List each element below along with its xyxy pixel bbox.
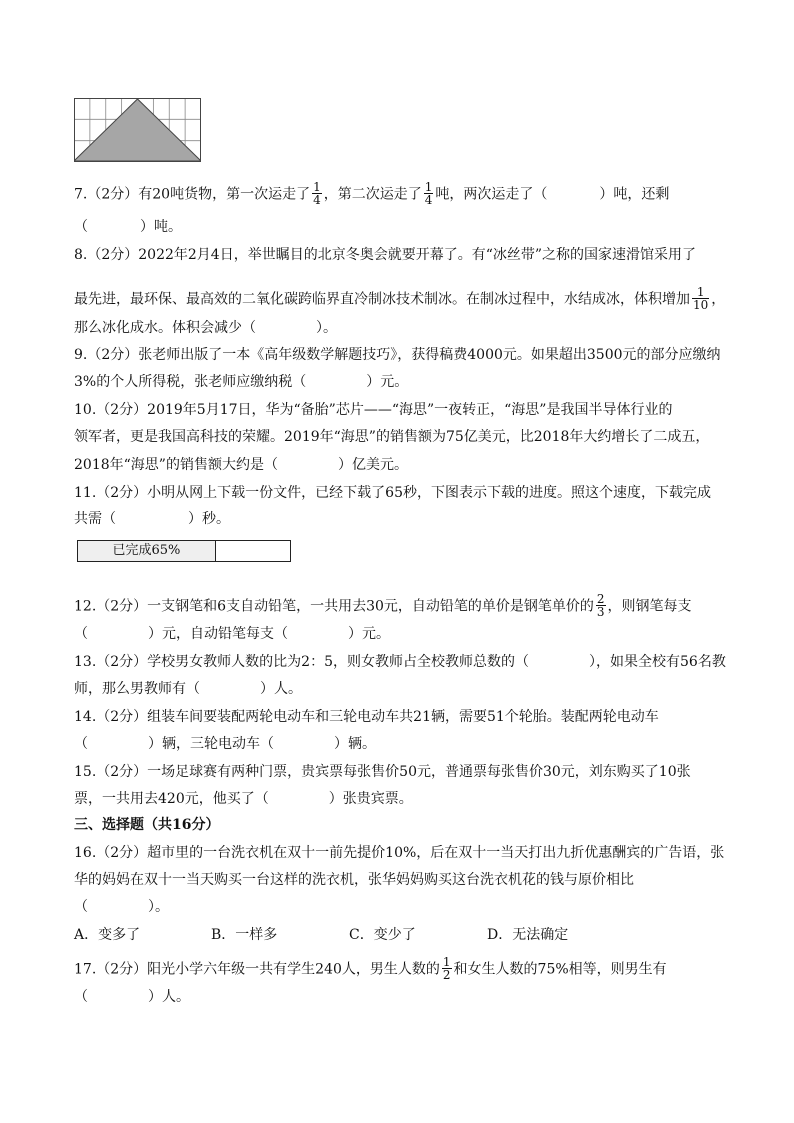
q13-line1: 13.（2分）学校男女教师人数的比为2：5，则女教师占全校教师总数的（ ），如果全校有56名教 <box>74 654 726 670</box>
q16-option-c[interactable]: C．变少了 <box>349 927 416 943</box>
q10-line2: 领军者，更是我国高科技的荣耀。2019年“海思”的销售额为75亿美元，比2018年大约增长了二成五， <box>74 429 710 445</box>
q8-line1: 8.（2分）2022年2月4日，举世瞩目的北京冬奥会就要开幕了。有“冰丝带”之称的国家速滑馆采用了 <box>74 247 697 263</box>
q16-options <box>74 925 714 945</box>
q16-line3: （ ）。 <box>74 899 169 915</box>
q12-line2: （ ）元，自动铅笔每支（ ）元。 <box>74 626 390 642</box>
q16-option-d[interactable]: D．无法确定 <box>487 927 569 943</box>
q17-line2: （ ）人。 <box>74 989 190 1005</box>
q11-line1: 11.（2分）小明从网上下载一份文件，已经下载了65秒，下图表示下载的进度。照这个速度，下载完成 <box>74 485 711 501</box>
download-progress-bar <box>77 540 291 562</box>
q16-option-b[interactable]: B．一样多 <box>211 927 278 943</box>
q7-line2: （ ）吨。 <box>74 219 182 235</box>
q16-line2: 华的妈妈在双十一当天购买一台这样的洗衣机，张华妈妈购买这台洗衣机花的钱与原价相比 <box>74 872 634 888</box>
q10-line3: 2018年“海思”的销售额大约是（ ）亿美元。 <box>74 457 408 473</box>
q8-fraction: $\frac{1}{10}$ <box>693 285 709 312</box>
q8-line2: 最先进，最环保、最高效的二氧化碳跨临界直冷制冰技术制冰。在制冰过程中，水结成冰，体积增加 $\frac{1}{10}$ ， <box>74 285 726 312</box>
triangle-shape <box>74 99 201 161</box>
q10-line1: 10.（2分）2019年5月17日，华为“备胎”芯片——“海思”一夜转正，“海思”是我国半导体行业的 <box>74 402 673 418</box>
q12-fraction: $\frac{2}{3}$ <box>596 592 605 619</box>
q13-line2: 师，那么男教师有（ ）人。 <box>74 681 302 697</box>
q9-line2: 3%的个人所得税，张老师应缴纳税（ ）元。 <box>74 374 409 390</box>
q15-line2: 票，一共用去420元，他买了（ ）张贵宾票。 <box>74 791 413 807</box>
progress-fill <box>78 541 216 561</box>
q6-grid-figure <box>74 98 201 162</box>
q16-line1: 16.（2分）超市里的一台洗衣机在双十一前先提价10%，后在双十一当天打出九折优惠酬宾的广告语，张 <box>74 845 725 861</box>
q7-fraction-1: $\frac{1}{4}$ <box>313 180 321 207</box>
q17-line1: 17.（2分）阳光小学六年级一共有学生240人，男生人数的 $\frac{1}{2}$ 和女生人数的75%相等，则男生有 <box>74 955 667 982</box>
q14-line2: （ ）辆，三轮电动车（ ）辆。 <box>74 736 376 752</box>
q7-fraction-2: $\frac{1}{4}$ <box>424 180 433 207</box>
q9-line1: 9.（2分）张老师出版了一本《高年级数学解题技巧》，获得稿费4000元。如果超出3500元的部分应缴纳 <box>74 347 721 363</box>
progress-label: 已完成65% <box>112 543 181 558</box>
q7-line1: 7.（2分）有20吨货物，第一次运走了 $\frac{1}{4}$ ，第二次运走了 $\frac{1}{4}$ 吨，两次运走了（ ）吨，还剩 <box>74 180 670 207</box>
q8-line3: 那么冰化成水。体积会减少（ ）。 <box>74 320 337 336</box>
q16-option-a[interactable]: A．变多了 <box>74 927 141 943</box>
q12-line1: 12.（2分）一支钢笔和6支自动铅笔，一共用去30元，自动铅笔的单价是钢笔单价的 $\frac{2}{3}$ ，则钢笔每支 <box>74 592 692 619</box>
section-title: 三、选择题（共16分） <box>74 817 220 833</box>
q11-line2: 共需（ ）秒。 <box>74 511 230 527</box>
q15-line1: 15.（2分）一场足球赛有两种门票，贵宾票每张售价50元，普通票每张售价30元，刘东购买了10张 <box>74 764 691 780</box>
q17-fraction: $\frac{1}{2}$ <box>442 955 451 982</box>
q14-line1: 14.（2分）组装车间要装配两轮电动车和三轮电动车共21辆，需要51个轮胎。装配两轮电动车 <box>74 709 659 725</box>
q7-text: 7.（2分）有20吨货物，第一次运走了 <box>74 186 311 203</box>
